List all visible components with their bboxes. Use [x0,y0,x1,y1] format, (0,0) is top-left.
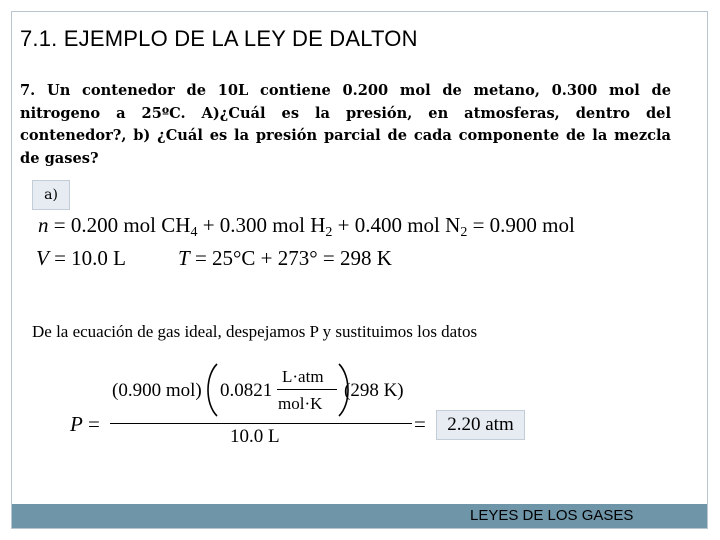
explanation-text: De la ecuación de gas ideal, despejamos P y sustituimos los datos [32,322,478,341]
problem-statement: 7. Un contenedor de 10L contiene 0.200 mol de metano, 0.300 mol de nitrogeno a 25ºC. A)¿Cuál es la presión, en atmosferas, dentro del contenedor?, b) ¿Cuál es la presión parcial de cada componente de la mezcla de gases? [20,82,671,167]
temperature-factor: (298 K) [344,380,404,401]
moles-equation [38,213,575,241]
equals-sign-result: = [414,412,426,436]
fraction-bar [110,423,412,424]
n2-term: + 0.400 mol N [337,213,461,237]
slide-title: 7.1. EJEMPLO DE LA LEY DE DALTON [20,26,418,51]
temperature-equation [178,246,392,271]
ch4-subscript: 4 [190,225,198,240]
volume-denominator: 10.0 L [230,426,280,447]
t-symbol: T [178,246,190,270]
equals-sign: = [88,412,100,436]
v-value: = 10.0 L [54,246,126,270]
volume-equation [36,246,126,271]
n-symbol: n [38,213,49,237]
h2-term: + 0.300 mol H [202,213,326,237]
h2-subscript: 2 [325,225,333,240]
moles-factor: (0.900 mol) [112,380,202,401]
result-box: 2.20 atm [436,410,525,440]
footer-label: LEYES DE LOS GASES [470,507,634,524]
left-paren [202,362,220,418]
r-units-denominator: mol·K [278,394,323,413]
r-units-numerator: L·atm [282,367,324,386]
r-units-bar [277,389,337,390]
p-symbol: P [70,412,83,436]
ch4-term: = 0.200 mol CH [53,213,191,237]
n2-subscript: 2 [460,225,468,240]
r-constant: 0.0821 [220,380,273,401]
t-value: = 25°C + 273° = 298 K [194,246,392,270]
part-a-label: a) [32,180,70,210]
total-moles: = 0.900 mol [472,213,575,237]
v-symbol: V [36,246,49,270]
